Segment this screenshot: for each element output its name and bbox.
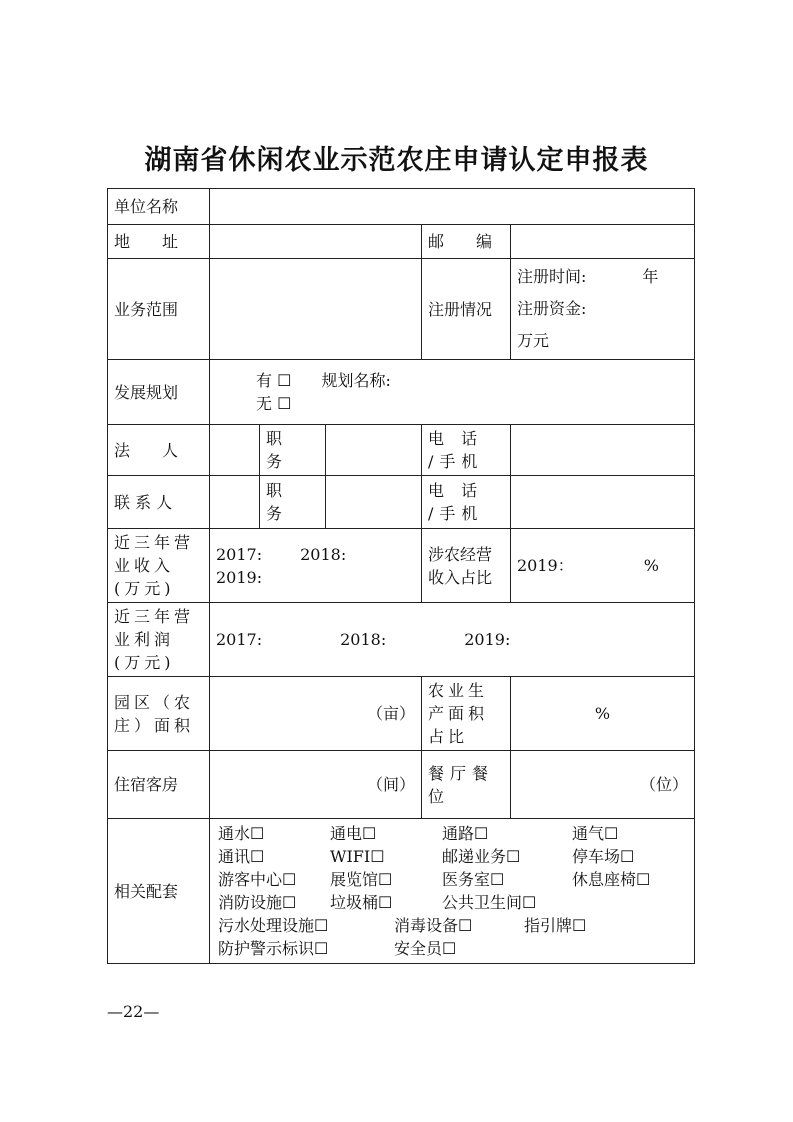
page-number: —22— (107, 1002, 160, 1021)
facility-safety-officer[interactable]: 安全员☐ (394, 939, 457, 958)
plan-no-checkbox[interactable]: 无 ☐ (256, 394, 292, 413)
facility-electricity[interactable]: 通电☐ (330, 824, 377, 843)
income-2017: 2017: (216, 544, 263, 564)
label-legal-position: 职 务 (260, 425, 326, 476)
plan-yes-checkbox[interactable]: 有 ☐ (256, 371, 292, 390)
field-profit[interactable] (210, 603, 695, 677)
profit-2018: 2018: (340, 630, 387, 649)
facility-benches[interactable]: 休息座椅☐ (572, 870, 651, 889)
dining-unit: （位） (640, 775, 689, 794)
facility-warning-signs[interactable]: 防护警示标识☐ (218, 939, 329, 958)
field-business-scope[interactable] (210, 259, 422, 360)
label-dining: 餐厅餐位 (422, 751, 511, 819)
label-postcode: 邮 编 (422, 225, 511, 259)
label-registration: 注册情况 (422, 259, 511, 360)
field-legal-phone[interactable] (511, 425, 695, 476)
facility-disinfection[interactable]: 消毒设备☐ (394, 916, 473, 935)
label-contact-position: 职 务 (260, 476, 326, 529)
facility-sewage[interactable]: 污水处理设施☐ (218, 916, 329, 935)
profit-2017: 2017: (216, 630, 263, 649)
reg-year-label: 年 (642, 267, 659, 286)
label-park-area: 园区（农庄）面积 (108, 677, 210, 751)
label-legal-person: 法 人 (108, 425, 210, 476)
label-agri-area-ratio: 农业生产面积占比 (422, 677, 511, 751)
lodging-unit: （间） (366, 775, 415, 794)
field-park-area[interactable] (210, 677, 422, 751)
field-lodging[interactable] (210, 751, 422, 819)
agri-income-2019: 2019： (517, 556, 574, 575)
facility-signage[interactable]: 指引牌☐ (524, 916, 587, 935)
application-form (107, 188, 695, 964)
reg-capital-label: 注册资金: (517, 299, 587, 318)
facility-trash[interactable]: 垃圾桶☐ (330, 893, 393, 912)
facility-postal[interactable]: 邮递业务☐ (442, 847, 521, 866)
field-legal-position[interactable] (326, 425, 422, 476)
label-profit: 近三年营业利润(万元) (108, 603, 210, 677)
facility-visitor-center[interactable]: 游客中心☐ (218, 870, 297, 889)
field-unit-name[interactable] (210, 189, 695, 225)
facility-restroom[interactable]: 公共卫生间☐ (442, 893, 537, 912)
field-postcode[interactable] (511, 225, 695, 259)
facility-water[interactable]: 通水☐ (218, 824, 265, 843)
label-lodging: 住宿客房 (108, 751, 210, 819)
label-contact: 联 系 人 (108, 476, 210, 529)
field-contact[interactable] (210, 476, 260, 529)
facility-parking[interactable]: 停车场☐ (572, 847, 635, 866)
field-contact-phone[interactable] (511, 476, 695, 529)
label-business-scope: 业务范围 (108, 259, 210, 360)
plan-name-label: 规划名称: (321, 371, 391, 390)
field-agri-area-ratio[interactable] (511, 677, 695, 751)
facility-wifi[interactable]: WIFI☐ (330, 847, 385, 866)
facility-exhibition-hall[interactable]: 展览馆☐ (330, 870, 393, 889)
page-title: 湖南省休闲农业示范农庄申请认定申报表 (144, 145, 649, 176)
profit-2019: 2019: (464, 630, 511, 649)
label-plan: 发展规划 (108, 360, 210, 425)
agri-income-percent: % (643, 556, 659, 575)
field-address[interactable] (210, 225, 422, 259)
field-contact-position[interactable] (326, 476, 422, 529)
income-2019: 2019: (216, 567, 263, 587)
reg-time-label: 注册时间: (517, 267, 587, 286)
facility-fire[interactable]: 消防设施☐ (218, 893, 297, 912)
income-2018: 2018: (300, 544, 347, 564)
field-dining[interactable] (511, 751, 695, 819)
park-area-unit: （亩） (366, 704, 415, 723)
label-facilities: 相关配套 (108, 819, 210, 964)
field-income[interactable] (210, 529, 422, 603)
label-agri-income-ratio: 涉农经营收入占比 (422, 529, 511, 603)
label-address: 地 址 (108, 225, 210, 259)
field-plan[interactable] (210, 360, 695, 425)
field-agri-income-ratio[interactable] (511, 529, 695, 603)
label-contact-phone: 电 话 /手机 (422, 476, 511, 529)
facility-clinic[interactable]: 医务室☐ (442, 870, 505, 889)
reg-capital-unit: 万元 (517, 331, 550, 350)
agri-area-percent: % (594, 704, 611, 723)
label-unit-name: 单位名称 (108, 189, 210, 225)
label-legal-phone: 电 话 /手机 (422, 425, 511, 476)
field-registration[interactable] (511, 259, 695, 360)
label-income: 近三年营业收入(万元) (108, 529, 210, 603)
facility-gas[interactable]: 通气☐ (572, 824, 619, 843)
facility-telecom[interactable]: 通讯☐ (218, 847, 265, 866)
facility-road[interactable]: 通路☐ (442, 824, 489, 843)
field-facilities[interactable] (210, 819, 695, 964)
field-legal-person[interactable] (210, 425, 260, 476)
